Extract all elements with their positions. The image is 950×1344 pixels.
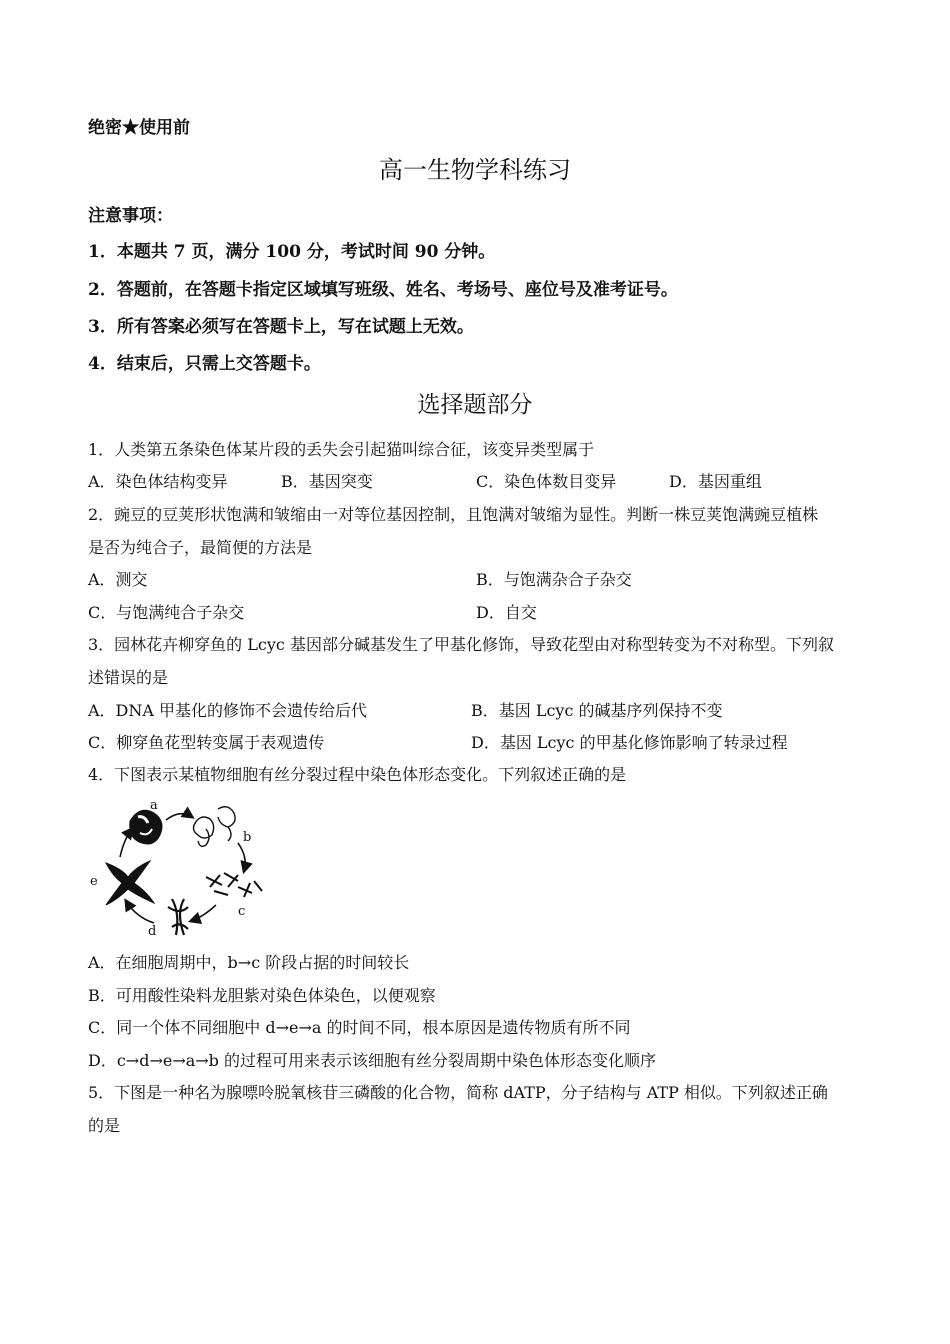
option-c[interactable]: C．柳穿鱼花型转变属于表观遗传 [88,733,325,752]
notes-heading: 注意事项： [88,206,173,226]
question-stem: 1．人类第五条染色体某片段的丢失会引起猫叫综合征，该变异类型属于 [88,440,595,459]
figure-label-e: e [90,874,98,889]
question-stem: 的是 [88,1116,121,1135]
option-b[interactable]: B．与饱满杂合子杂交 [476,570,632,589]
option-c[interactable]: C．染色体数目变异 [476,472,617,491]
page-title: 高一生物学科练习 [379,156,571,184]
chromosome-stage-a [130,810,162,844]
figure-label-b: b [243,830,252,845]
confidential-mark: 绝密★使用前 [88,118,190,138]
option-a[interactable]: A．测交 [88,570,148,589]
figure-label-c: c [238,904,246,919]
option-d[interactable]: D．基因重组 [669,472,762,491]
question-stem: 4．下图表示某植物细胞有丝分裂过程中染色体形态变化。下列叙述正确的是 [88,765,627,784]
option-b[interactable]: B．可用酸性染料龙胆紫对染色体染色，以便观察 [88,986,436,1005]
question-stem: 5．下图是一种名为腺嘌呤脱氧核苷三磷酸的化合物，简称 dATP，分子结构与 ATP 相似。下列叙述正确 [88,1083,828,1102]
option-b[interactable]: B．基因突变 [281,472,373,491]
question-stem: 是否为纯合子，最简便的方法是 [88,538,313,557]
option-a[interactable]: A．DNA 甲基化的修饰不会遗传给后代 [88,701,368,720]
notes-item: 1．本题共 7 页，满分 100 分，考试时间 90 分钟。 [88,242,496,262]
option-a[interactable]: A．染色体结构变异 [88,472,228,491]
chromosome-stage-e [106,861,154,905]
notes-item: 4．结束后，只需上交答题卡。 [88,354,321,374]
notes-item: 3．所有答案必须写在答题卡上，写在试题上无效。 [88,317,474,337]
option-b[interactable]: B．基因 Lcyc 的碱基序列保持不变 [471,701,723,720]
option-d[interactable]: D．c→d→e→a→b 的过程可用来表示该细胞有丝分裂周期中染色体形态变化顺序 [88,1051,656,1070]
figure-label-d: d [148,924,157,939]
question-stem: 2．豌豆的豆荚形状饱满和皱缩由一对等位基因控制，且饱满对皱缩为显性。判断一株豆荚饱满豌豆植株 [88,505,819,524]
mitosis-chromosome-figure [88,795,288,945]
question-stem: 述错误的是 [88,668,169,687]
section-title: 选择题部分 [417,392,533,418]
option-a[interactable]: A．在细胞周期中，b→c 阶段占据的时间较长 [88,953,410,972]
notes-item: 2．答题前，在答题卡指定区域填写班级、姓名、考场号、座位号及准考证号。 [88,280,678,300]
chromosome-stage-b [194,807,236,847]
figure-label-a: a [150,798,158,813]
option-c[interactable]: C．同一个体不同细胞中 d→e→a 的时间不同，根本原因是遗传物质有所不同 [88,1018,631,1037]
option-c[interactable]: C．与饱满纯合子杂交 [88,603,245,622]
option-d[interactable]: D．基因 Lcyc 的甲基化修饰影响了转录过程 [471,733,788,752]
question-stem: 3．园林花卉柳穿鱼的 Lcyc 基因部分碱基发生了甲基化修饰，导致花型由对称型转变为不对称型。下列叙 [88,635,834,654]
option-d[interactable]: D．自交 [476,603,537,622]
chromosome-stage-d [168,899,188,935]
chromosome-stage-c [206,873,262,897]
